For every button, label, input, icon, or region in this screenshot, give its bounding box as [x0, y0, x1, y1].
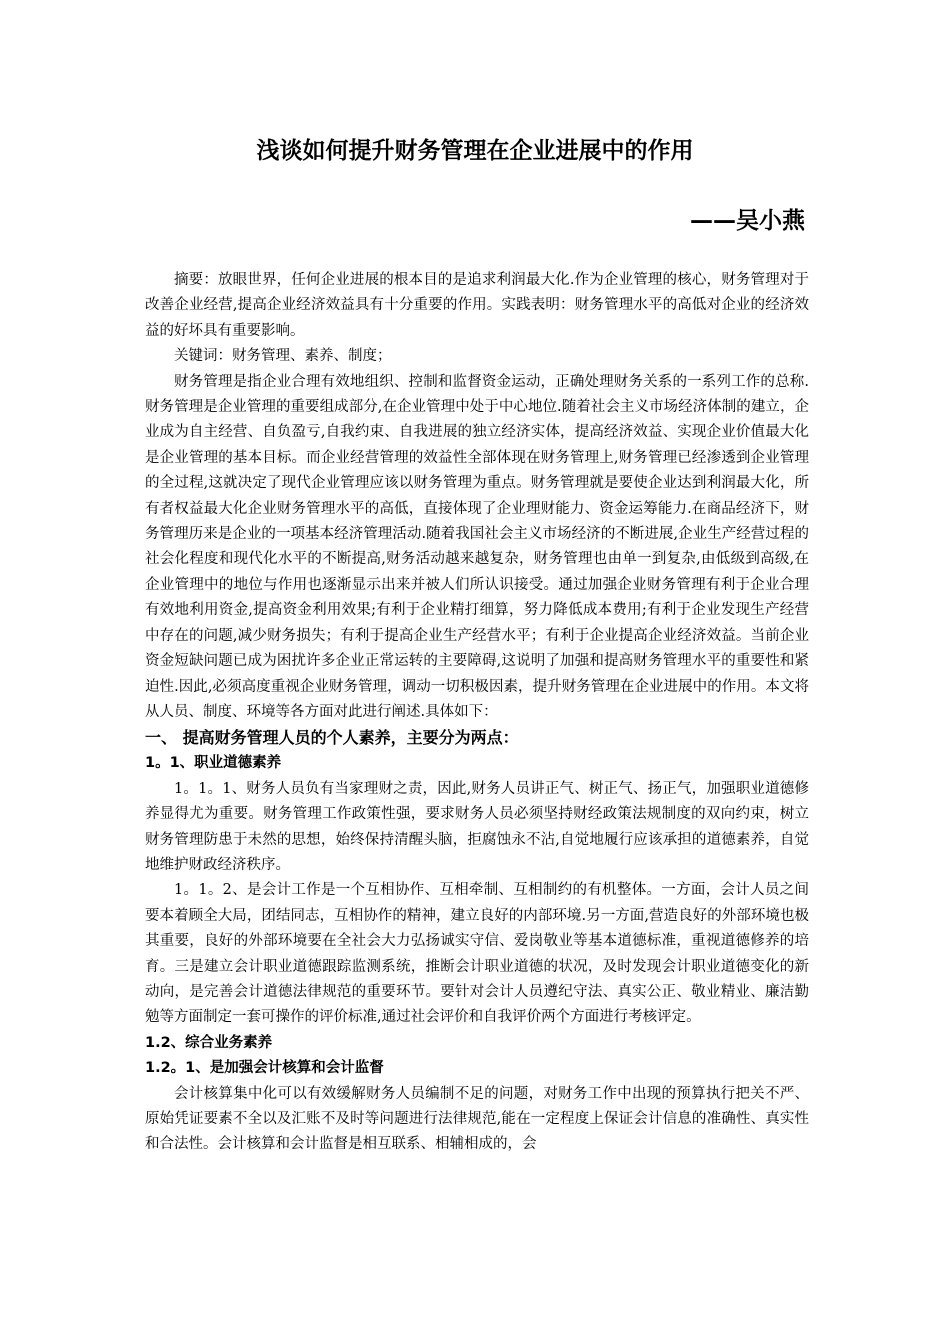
abstract-paragraph: 摘要：放眼世界，任何企业进展的根本目的是追求利润最大化.作为企业管理的核心，财务管理对于改善企业经营,提高企业经济效益具有十分重要的作用。实践表明：财务管理水平的高低对企业的经济效益的好坏具有重要影响。: [145, 272, 809, 339]
keywords-paragraph: 关键词：财务管理、素养、制度；: [174, 348, 392, 365]
document-author: ——吴小燕: [690, 208, 805, 234]
body-paragraph: 会计核算集中化可以有效缓解财务人员编制不足的问题，对财务工作中出现的预算执行把关不严、原始凭证要素不全以及汇账不及时等问题进行法律规范,能在一定程度上保证会计信息的准确性、真实性和合法性。会计核算和会计监督是相互联系、相辅相成的，会: [145, 1085, 809, 1153]
body-paragraph: 1。1。1、财务人员负有当家理财之责，因此,财务人员讲正气、树正气、扬正气，加强职业道德修养显得尤为重要。财务管理工作政策性强，要求财务人员必须坚持财经政策法规制度的双向约束，树立财务管理防患于未然的思想，始终保持清醒头脑，拒腐蚀永不沾,自觉地履行应该承担的道德素养，自觉地维护财政经济秩序。: [145, 780, 809, 873]
intro-paragraph: 财务管理是指企业合理有效地组织、控制和监督资金运动，正确处理财务关系的一系列工作的总称.财务管理是企业管理的重要组成部分,在企业管理中处于中心地位.随着社会主义市场经济体制的建立，企业成为自主经营、自负盈亏,自我约束、自我进展的独立经济实体，提高经济效益、实现企业价值最大化是企业管理的基本目标。而企业经营管理的效益性全部体现在财务管理上,财务管理已经渗透到企业管理的全过程,这就决定了现代企业管理应该以财务管理为重点。财务管理就是要使企业达到利润最大化，所有者权益最大化企业财务管理水平的高低，直接体现了企业理财能力、资金运筹能力.在商品经济下，财务管理历来是企业的一项基本经济管理活动.随着我国社会主义市场经济的不断进展,企业生产经营过程的社会化程度和现代化水平的不断提高,财务活动越来越复杂，财务管理也由单一到复杂,由低级到高级,在企业管理中的地位与作用也逐渐显示出来并被人们所认识接受。通过加强企业财务管理有利于企业合理有效地利用资金,提高资金利用效果;有利于企业精打细算，努力降低成本费用;有利于企业发现生产经营中存在的问题,减少财务损失；有利于提高企业生产经营水平；有利于企业提高企业经济效益。当前企业资金短缺问题已成为困扰许多企业正常运转的主要障碍,这说明了加强和提高财务管理水平的重要性和紧迫性.因此,必须高度重视企业财务管理，调动一切积极因素，提升财务管理在企业进展中的作用。本文将从人员、制度、环境等各方面对此进行阐述.具体如下：: [145, 373, 809, 720]
section-heading: 一、 提高财务管理人员的个人素养，主要分为两点：: [145, 728, 519, 748]
body-paragraph: 1。1。2、是会计工作是一个互相协作、互相牵制、互相制约的有机整体。一方面，会计人员之间要本着顾全大局，团结同志，互相协作的精神，建立良好的内部环境.另一方面,营造良好的外部环境也极其重要，良好的外部环境要在全社会大力弘扬诚实守信、爱岗敬业等基本道德标准，重视道德修养的培育。三是建立会计职业道德跟踪监测系统，推断会计职业道德的状况，及时发现会计职业道德变化的新动向，是完善会计道德法律规范的重要环节。要针对会计人员遵纪守法、真实公正、敬业精业、廉洁勤勉等方面制定一套可操作的评价标准,通过社会评价和自我评价两个方面进行考核评定。: [145, 882, 809, 1026]
subsection-heading: 1。1、职业道德素养: [145, 755, 282, 772]
subsection-heading: 1.2、综合业务素养: [145, 1034, 273, 1051]
subsection-heading: 1.2。1、是加强会计核算和会计监督: [145, 1060, 384, 1077]
document-title: 浅谈如何提升财务管理在企业进展中的作用: [256, 138, 694, 164]
document-body: [145, 268, 809, 1158]
